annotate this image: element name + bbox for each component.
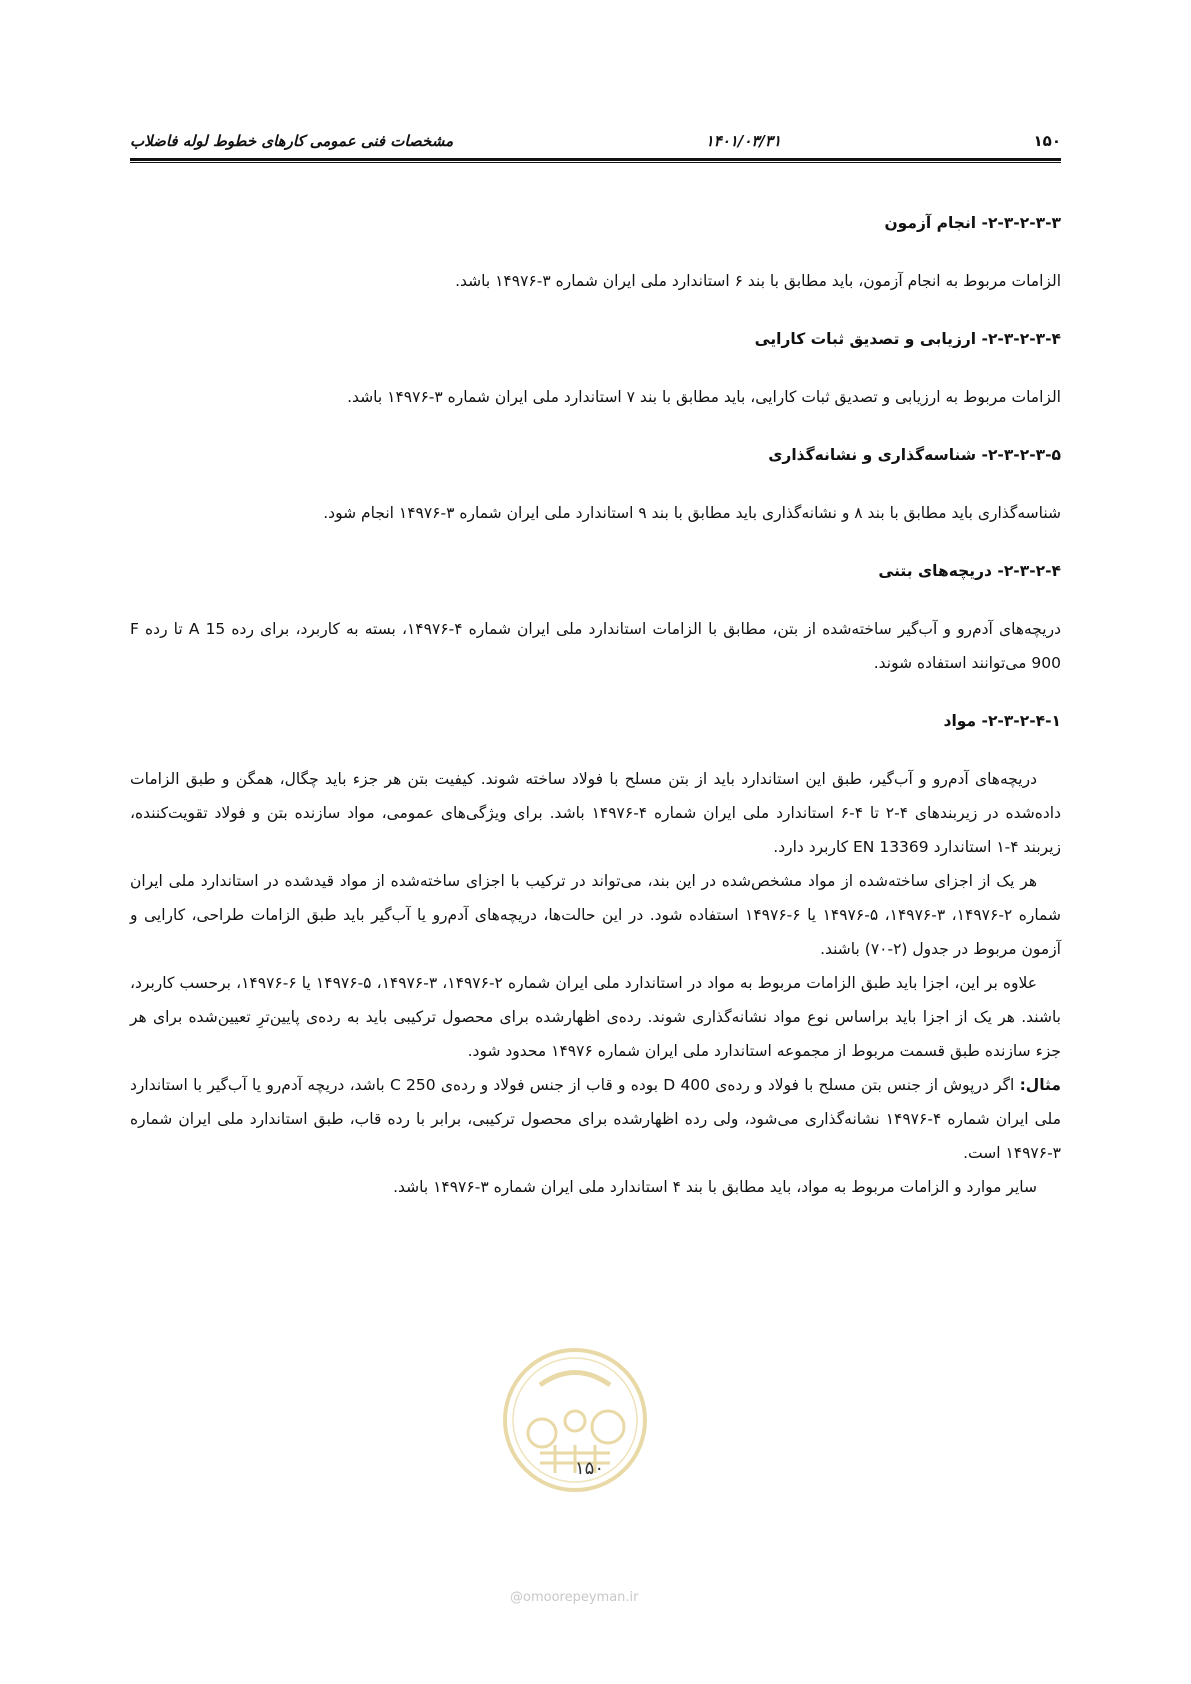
document-body [130, 212, 1061, 1234]
section-paragraph: دریچه‌های آدم‌رو و آب‌گیر ساخته‌شده از بتن، مطابق با الزامات استاندارد ملی ایران شماره ۴-۱۴۹۷۶، بسته به کاربرد، برای رده A 15 تا رده F 900 می‌توانند استفاده شوند. [130, 620, 1062, 672]
section-paragraph: الزامات مربوط به انجام آزمون، باید مطابق با بند ۶ استاندارد ملی ایران شماره ۳-۱۴۹۷۶ باشد. [455, 272, 1061, 290]
example-label: مثال: [1019, 1076, 1061, 1094]
example-paragraph [130, 1068, 1061, 1170]
section-marking [130, 444, 1061, 530]
section-performance [130, 328, 1061, 414]
page-header [130, 118, 1061, 150]
header-title: مشخصات فنی عمومی کارهای خطوط لوله فاضلاب [130, 132, 454, 150]
example-text: اگر درپوش از جنس بتن مسلح با فولاد و رده‌ی D 400 بوده و قاب از جنس فولاد و رده‌ی C 250 باشد، دریچه آدم‌رو یا آب‌گیر با استاندارد ملی ایران شماره ۴-۱۴۹۷۶ نشانه‌گذاری می‌شود، ولی رده اظهارشده برای محصول ترکیبی، برابر با رده قاب، طبق استاندارد ملی ایران شماره ۳-۱۴۹۷۶ است. [130, 1076, 1061, 1162]
section-heading: ۲-۳-۲-۴- دریچه‌های بتنی [878, 562, 1061, 580]
header-date: ۱۴۰۱/۰۳/۳۱ [705, 132, 782, 150]
header-divider [130, 158, 1061, 163]
section-heading: ۲-۳-۲-۳-۵- شناسه‌گذاری و نشانه‌گذاری [768, 446, 1061, 464]
section-paragraph: هر یک از اجزای ساخته‌شده از مواد مشخص‌شده در این بند، می‌تواند در ترکیب با اجزای ساخته‌شده از مواد قیدشده در استاندارد ملی ایران شماره ۲-۱۴۹۷۶، ۳-۱۴۹۷۶، ۵-۱۴۹۷۶ یا ۶-۱۴۹۷۶ استفاده شود. در این حالت‌ها، دریچه‌های آدم‌رو یا آب‌گیر باید طبق الزامات طراحی، کارایی و آزمون مربوط در جدول (۲-۷۰) باشند. [130, 872, 1061, 958]
section-paragraph: علاوه بر این، اجزا باید طبق الزامات مربوط به مواد در استاندارد ملی ایران شماره ۲-۱۴۹۷۶، ۳-۱۴۹۷۶، ۵-۱۴۹۷۶ یا ۶-۱۴۹۷۶، برحسب کاربرد، باشند. هر یک از اجزا باید براساس نوع مواد نشانه‌گذاری شوند. رده‌ی اظهارشده برای محصول ترکیبی باید به رده‌ی پایین‌ترِ تعیین‌شده برای هر جزء سازنده طبق قسمت مربوط از مجموعه استاندارد ملی ایران شماره ۱۴۹۷۶ محدود شود. [130, 974, 1061, 1060]
section-heading: ۲-۳-۲-۴-۱- مواد [943, 712, 1061, 730]
section-paragraph: دریچه‌های آدم‌رو و آب‌گیر، طبق این استاندارد باید از بتن مسلح با فولاد ساخته شوند. کیفیت بتن هر جزء باید چگال، همگن و طبق الزامات داده‌شده در زیربندهای ۴-۲ تا ۴-۶ استاندارد ملی ایران شماره ۴-۱۴۹۷۶ باشد. برای ویژگی‌های عمومی، مواد سازنده بتن و فولاد تقویت‌کننده، زیربند ۴-۱ استاندارد EN 13369 کاربرد دارد. [130, 770, 1062, 856]
section-paragraph: سایر موارد و الزامات مربوط به مواد، باید مطابق با بند ۴ استاندارد ملی ایران شماره ۳-۱۴۹۷۶ باشد. [393, 1178, 1037, 1196]
section-heading: ۲-۳-۲-۳-۴- ارزیابی و تصدیق ثبات کارایی [754, 330, 1061, 348]
header-page-number: ۱۵۰ [1033, 132, 1061, 150]
section-concrete-covers [130, 560, 1061, 680]
section-materials [130, 710, 1061, 1204]
section-paragraph: شناسه‌گذاری باید مطابق با بند ۸ و نشانه‌گذاری باید مطابق با بند ۹ استاندارد ملی ایران شماره ۳-۱۴۹۷۶ انجام شود. [323, 504, 1061, 522]
footer-page-number: ۱۵۰ [575, 1458, 605, 1479]
section-testing [130, 212, 1061, 298]
footer-watermark-url: @omoorepeyman.ir [510, 1590, 639, 1605]
section-paragraph: الزامات مربوط به ارزیابی و تصدیق ثبات کارایی، باید مطابق با بند ۷ استاندارد ملی ایران شماره ۳-۱۴۹۷۶ باشد. [347, 388, 1061, 406]
section-heading: ۲-۳-۲-۳-۳- انجام آزمون [884, 214, 1061, 232]
